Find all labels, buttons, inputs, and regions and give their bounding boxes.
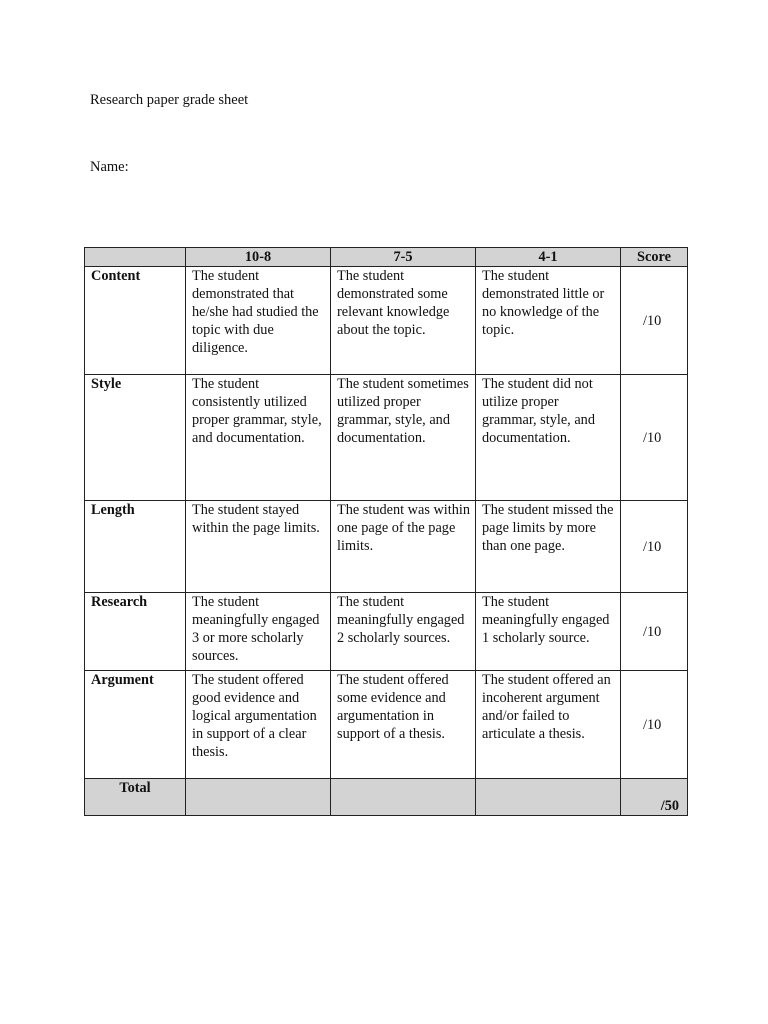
header-10-8: 10-8 xyxy=(186,248,331,267)
score-cell: /10 xyxy=(621,501,688,593)
total-empty-cell xyxy=(331,779,476,816)
table-row xyxy=(85,375,688,501)
level-7-5-cell: The student demonstrated some relevant knowledge about the topic. xyxy=(331,267,476,375)
level-4-1-cell: The student offered an incoherent argument and/or failed to articulate a thesis. xyxy=(476,671,621,779)
total-row xyxy=(85,779,688,816)
table-row xyxy=(85,267,688,375)
score-cell: /10 xyxy=(621,375,688,501)
level-4-1-cell: The student demonstrated little or no knowledge of the topic. xyxy=(476,267,621,375)
level-10-8-cell: The student demonstrated that he/she had studied the topic with due diligence. xyxy=(186,267,331,375)
header-row xyxy=(85,248,688,267)
criterion-cell: Length xyxy=(85,501,186,593)
header-7-5: 7-5 xyxy=(331,248,476,267)
level-4-1-cell: The student did not utilize proper grammar, style, and documentation. xyxy=(476,375,621,501)
name-label: Name: xyxy=(90,159,129,175)
level-4-1-cell: The student meaningfully engaged 1 scholarly source. xyxy=(476,593,621,671)
level-7-5-cell: The student offered some evidence and argumentation in support of a thesis. xyxy=(331,671,476,779)
total-score: /50 xyxy=(621,779,688,816)
level-10-8-cell: The student offered good evidence and logical argumentation in support of a clear thesis. xyxy=(186,671,331,779)
score-cell: /10 xyxy=(621,593,688,671)
header-criterion xyxy=(85,248,186,267)
level-7-5-cell: The student sometimes utilized proper grammar, style, and documentation. xyxy=(331,375,476,501)
table-row xyxy=(85,501,688,593)
level-4-1-cell: The student missed the page limits by more than one page. xyxy=(476,501,621,593)
criterion-cell: Research xyxy=(85,593,186,671)
level-10-8-cell: The student stayed within the page limits. xyxy=(186,501,331,593)
criterion-cell: Style xyxy=(85,375,186,501)
criterion-cell: Argument xyxy=(85,671,186,779)
document-title: Research paper grade sheet xyxy=(90,92,249,108)
score-cell: /10 xyxy=(621,671,688,779)
rubric-table xyxy=(84,247,688,816)
level-7-5-cell: The student was within one page of the page limits. xyxy=(331,501,476,593)
total-empty-cell xyxy=(476,779,621,816)
total-empty-cell xyxy=(186,779,331,816)
total-label: Total xyxy=(85,779,186,816)
header-score: Score xyxy=(621,248,688,267)
score-cell: /10 xyxy=(621,267,688,375)
criterion-cell: Content xyxy=(85,267,186,375)
level-10-8-cell: The student meaningfully engaged 3 or more scholarly sources. xyxy=(186,593,331,671)
level-10-8-cell: The student consistently utilized proper grammar, style, and documentation. xyxy=(186,375,331,501)
level-7-5-cell: The student meaningfully engaged 2 scholarly sources. xyxy=(331,593,476,671)
table-row xyxy=(85,671,688,779)
header-4-1: 4-1 xyxy=(476,248,621,267)
table-row xyxy=(85,593,688,671)
